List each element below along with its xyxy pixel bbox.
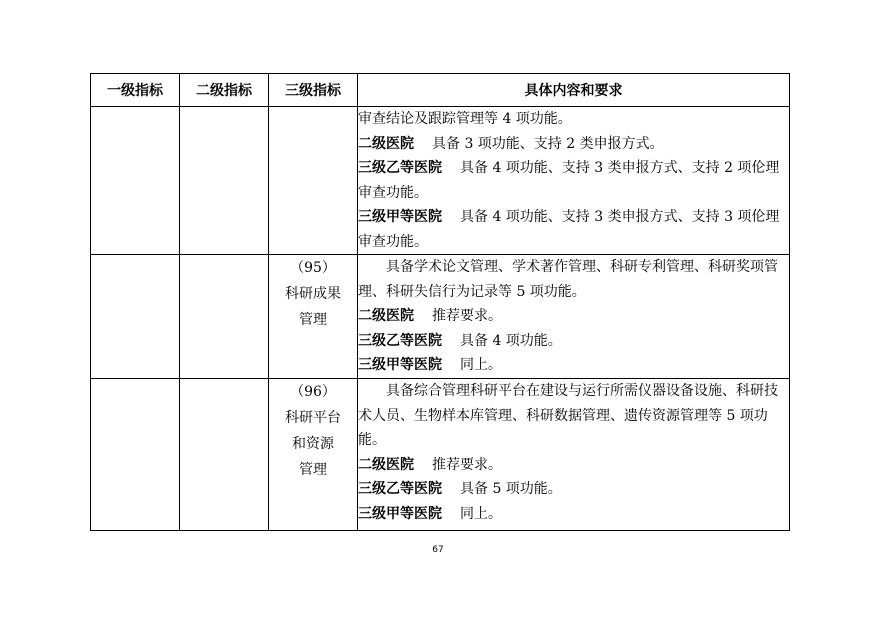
indicator-name-line: 管理 xyxy=(299,462,327,478)
requirement-line xyxy=(358,107,789,132)
level-2-cell xyxy=(180,379,269,531)
requirement-text: 具备 4 项功能。 xyxy=(460,332,562,349)
level-2-cell xyxy=(180,107,269,255)
level-3-cell xyxy=(269,255,358,379)
hospital-level-label: 三级甲等医院 xyxy=(358,209,442,225)
requirement-text: 具备学术论文管理、学术著作管理、科研专利管理、科研奖项管理、科研失信行为记录等 5 项功能。 xyxy=(358,259,778,300)
requirement-line xyxy=(358,453,789,478)
page-number: 67 xyxy=(432,545,444,555)
level-3-cell xyxy=(269,107,358,255)
requirement-text: 具备 3 项功能、支持 2 类申报方式。 xyxy=(432,135,664,152)
requirement-line xyxy=(358,304,789,329)
indicator-name-line: 科研平台 xyxy=(285,410,341,426)
table-row xyxy=(91,255,790,379)
header-level-3: 三级指标 xyxy=(269,74,358,107)
content-cell xyxy=(358,107,790,255)
hospital-level-label: 三级乙等医院 xyxy=(358,332,442,349)
requirement-text: 具备 4 项功能、支持 3 类申报方式、支持 2 项伦理审查功能。 xyxy=(358,160,780,201)
requirement-text: 推荐要求。 xyxy=(432,308,502,324)
level-2-cell xyxy=(180,255,269,379)
level-1-cell xyxy=(91,255,180,379)
table-header-row xyxy=(91,74,790,107)
requirement-text: 具备综合管理科研平台在建设与运行所需仪器设备设施、科研技术人员、生物样本库管理、科研数据管理、遗传资源管理等 5 项功能。 xyxy=(358,383,778,448)
indicator-name-line: 科研成果 xyxy=(285,286,341,302)
requirement-line xyxy=(358,379,789,453)
requirement-text: 具备 5 项功能。 xyxy=(460,481,562,497)
requirement-line xyxy=(358,353,789,378)
requirement-line xyxy=(358,329,789,354)
indicator-name-line: 管理 xyxy=(299,312,327,328)
header-level-2: 二级指标 xyxy=(180,74,269,107)
indicator-code: （96） xyxy=(290,384,336,400)
requirement-line xyxy=(358,132,789,157)
hospital-level-label: 三级甲等医院 xyxy=(358,505,442,522)
level-1-cell xyxy=(91,107,180,255)
content-cell xyxy=(358,255,790,379)
table-row xyxy=(91,379,790,531)
spec-table xyxy=(90,73,790,531)
header-level-1: 一级指标 xyxy=(91,74,180,107)
hospital-level-label: 二级医院 xyxy=(358,456,414,473)
header-content: 具体内容和要求 xyxy=(358,74,790,107)
requirement-line xyxy=(358,205,789,254)
requirement-text: 同上。 xyxy=(460,357,502,373)
level-3-cell xyxy=(269,379,358,531)
hospital-level-label: 三级乙等医院 xyxy=(358,481,442,497)
indicator-name-line: 和资源 xyxy=(292,436,334,452)
content-cell xyxy=(358,379,790,531)
requirement-text: 审查结论及跟踪管理等 4 项功能。 xyxy=(358,111,572,127)
requirement-text: 推荐要求。 xyxy=(432,456,502,473)
hospital-level-label: 三级甲等医院 xyxy=(358,357,442,373)
requirement-line xyxy=(358,156,789,205)
requirement-text: 具备 4 项功能、支持 3 类申报方式、支持 3 项伦理审查功能。 xyxy=(358,209,780,250)
table-row xyxy=(91,107,790,255)
hospital-level-label: 三级乙等医院 xyxy=(358,160,442,176)
level-1-cell xyxy=(91,379,180,531)
requirement-text: 同上。 xyxy=(460,505,502,522)
requirement-line xyxy=(358,477,789,502)
hospital-level-label: 二级医院 xyxy=(358,135,414,152)
requirement-line xyxy=(358,502,789,527)
requirement-line xyxy=(358,255,789,304)
hospital-level-label: 二级医院 xyxy=(358,308,414,324)
indicator-code: （95） xyxy=(290,260,336,276)
